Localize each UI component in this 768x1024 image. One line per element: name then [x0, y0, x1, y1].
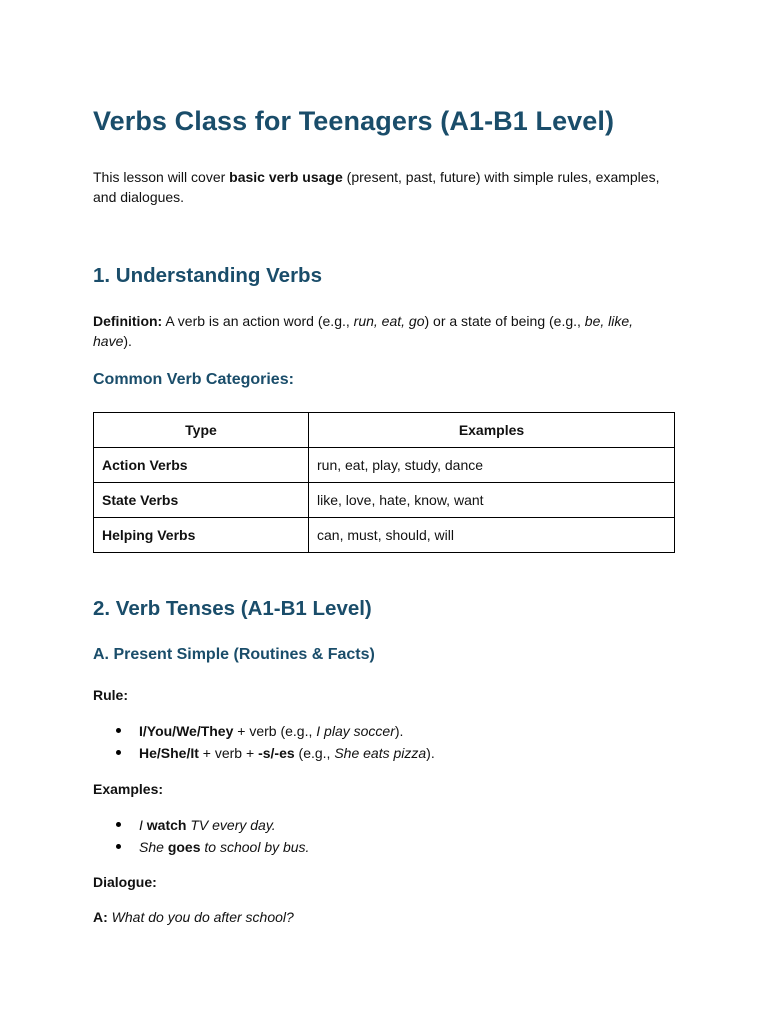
- verb-categories-table: [93, 412, 675, 553]
- table-row: [94, 483, 675, 518]
- list-item: [93, 720, 435, 742]
- example-verb: watch: [146, 817, 187, 833]
- rules-list: [93, 720, 435, 764]
- example-verb: goes: [167, 839, 201, 855]
- rule-text: + verb (e.g.,: [233, 723, 317, 739]
- example-text: I: [139, 817, 147, 833]
- table-header-type: Type: [94, 413, 309, 448]
- definition-italic-2: be, like, have: [93, 313, 634, 349]
- example-text: She: [139, 839, 168, 855]
- rule-text: (e.g.,: [294, 745, 335, 761]
- table-row: [94, 518, 675, 553]
- intro-text-before: This lesson will cover: [93, 169, 230, 185]
- definition-italic-1: run, eat, go: [353, 313, 425, 329]
- dialogue-label: Dialogue:: [93, 874, 157, 890]
- rule-text: ).: [394, 723, 404, 739]
- table-cell-examples: can, must, should, will: [309, 518, 675, 553]
- table-cell-type: Helping Verbs: [94, 518, 309, 553]
- rule-subject: I/You/We/They: [139, 723, 234, 739]
- dialogue-text: What do you do after school?: [111, 909, 294, 925]
- example-text: to school by bus.: [200, 839, 310, 855]
- table-cell-examples: run, eat, play, study, dance: [309, 448, 675, 483]
- intro-bold-text: basic verb usage: [229, 169, 343, 185]
- list-item: [93, 742, 435, 764]
- rule-subject: He/She/It: [139, 745, 199, 761]
- table-header-row: [94, 413, 675, 448]
- rule-suffix: -s/-es: [258, 745, 295, 761]
- definition-text-3: ).: [123, 333, 132, 349]
- rule-example: I play soccer: [316, 723, 395, 739]
- definition-paragraph: [93, 311, 675, 351]
- verb-categories-heading: Common Verb Categories:: [93, 371, 294, 388]
- section-1-heading: 1. Understanding Verbs: [93, 264, 322, 287]
- table-row: [94, 448, 675, 483]
- list-item: [93, 814, 309, 836]
- definition-text-2: ) or a state of being (e.g.,: [424, 313, 585, 329]
- table-header-examples: Examples: [309, 413, 675, 448]
- intro-paragraph: [93, 167, 675, 207]
- rule-label: Rule:: [93, 687, 128, 703]
- definition-label: Definition:: [93, 313, 163, 329]
- intro-text-after: (present, past, future) with simple rules, examples, and dialogues.: [93, 169, 660, 205]
- dialogue-line: [93, 907, 675, 927]
- dialogue-speaker: A:: [93, 909, 108, 925]
- rule-text: ).: [426, 745, 435, 761]
- table-cell-type: State Verbs: [94, 483, 309, 518]
- rule-example: She eats pizza: [334, 745, 427, 761]
- rule-text: + verb +: [198, 745, 259, 761]
- definition-text-1: A verb is an action word (e.g.,: [162, 313, 354, 329]
- section-2-heading: 2. Verb Tenses (A1-B1 Level): [93, 597, 372, 620]
- document-title: Verbs Class for Teenagers (A1-B1 Level): [93, 106, 615, 136]
- examples-label: Examples:: [93, 781, 164, 797]
- example-text: TV every day.: [186, 817, 276, 833]
- table-cell-type: Action Verbs: [94, 448, 309, 483]
- table-cell-examples: like, love, hate, know, want: [309, 483, 675, 518]
- examples-list: [93, 814, 309, 858]
- present-simple-heading: A. Present Simple (Routines & Facts): [93, 646, 375, 663]
- list-item: [93, 836, 309, 858]
